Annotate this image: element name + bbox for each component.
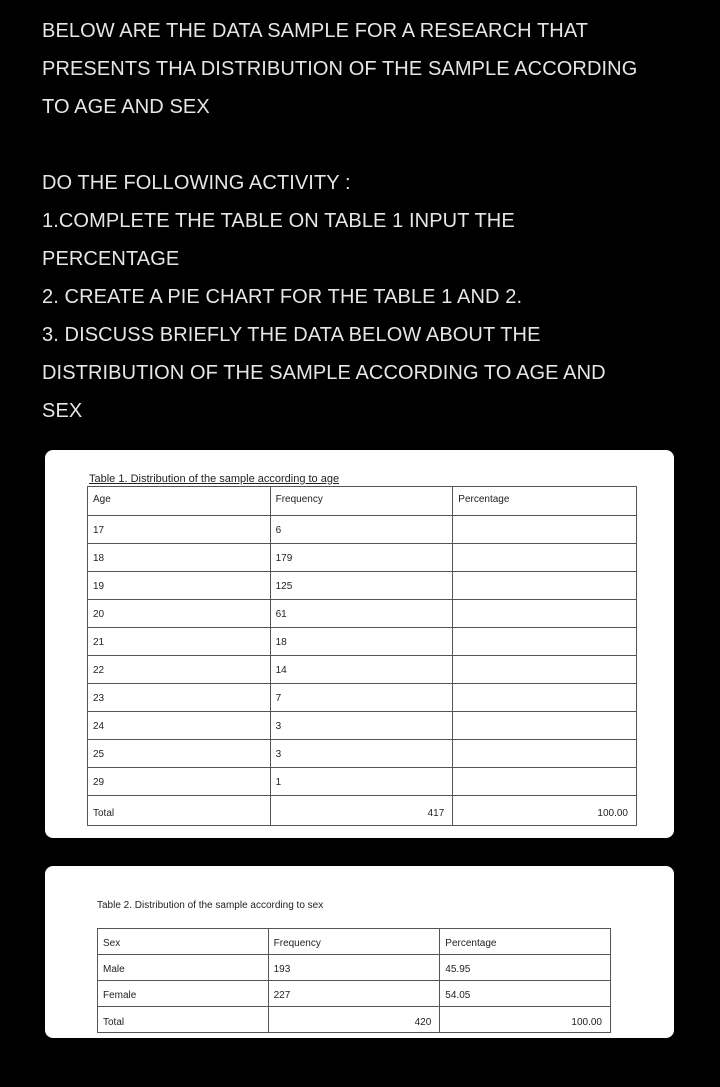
activity-line: 1.COMPLETE THE TABLE ON TABLE 1 INPUT THE bbox=[42, 210, 515, 232]
activity-line: 3. DISCUSS BRIEFLY THE DATA BELOW ABOUT THE bbox=[42, 324, 541, 346]
total-frequency: 420 bbox=[268, 1007, 440, 1033]
cell-age: 17 bbox=[88, 516, 271, 544]
cell-percentage bbox=[453, 628, 637, 656]
table-row bbox=[88, 572, 637, 600]
table-total-row bbox=[88, 796, 637, 826]
total-label: Total bbox=[88, 796, 271, 826]
header-frequency: Frequency bbox=[268, 929, 440, 955]
cell-age: 23 bbox=[88, 684, 271, 712]
total-frequency: 417 bbox=[270, 796, 453, 826]
cell-percentage bbox=[453, 740, 637, 768]
cell-age: 21 bbox=[88, 628, 271, 656]
table-row bbox=[88, 544, 637, 572]
cell-frequency: 1 bbox=[270, 768, 453, 796]
cell-age: 29 bbox=[88, 768, 271, 796]
question-line: BELOW ARE THE DATA SAMPLE FOR A RESEARCH THAT bbox=[42, 20, 589, 42]
total-percentage: 100.00 bbox=[440, 1007, 611, 1033]
cell-percentage bbox=[453, 544, 637, 572]
table-row bbox=[88, 712, 637, 740]
cell-sex: Female bbox=[98, 981, 269, 1007]
table-row bbox=[98, 955, 611, 981]
cell-frequency: 3 bbox=[270, 740, 453, 768]
sex-distribution-table bbox=[97, 928, 611, 1033]
cell-frequency: 6 bbox=[270, 516, 453, 544]
table-row bbox=[88, 740, 637, 768]
activity-line: DISTRIBUTION OF THE SAMPLE ACCORDING TO AGE AND bbox=[42, 362, 606, 384]
table-row bbox=[88, 600, 637, 628]
activity-line: DO THE FOLLOWING ACTIVITY : bbox=[42, 172, 351, 194]
cell-age: 24 bbox=[88, 712, 271, 740]
age-distribution-table bbox=[87, 486, 637, 826]
cell-percentage bbox=[453, 572, 637, 600]
activity-line: SEX bbox=[42, 400, 83, 422]
cell-percentage bbox=[453, 656, 637, 684]
cell-frequency: 125 bbox=[270, 572, 453, 600]
cell-age: 20 bbox=[88, 600, 271, 628]
cell-percentage bbox=[453, 600, 637, 628]
cell-frequency: 3 bbox=[270, 712, 453, 740]
table1-image bbox=[45, 450, 674, 838]
cell-percentage bbox=[453, 768, 637, 796]
activity-line: 2. CREATE A PIE CHART FOR THE TABLE 1 AND 2. bbox=[42, 286, 523, 308]
cell-age: 18 bbox=[88, 544, 271, 572]
cell-frequency: 179 bbox=[270, 544, 453, 572]
cell-age: 25 bbox=[88, 740, 271, 768]
header-age: Age bbox=[88, 487, 271, 516]
table-row bbox=[88, 628, 637, 656]
cell-frequency: 14 bbox=[270, 656, 453, 684]
table2-caption: Table 2. Distribution of the sample according to sex bbox=[97, 900, 324, 911]
header-percentage: Percentage bbox=[453, 487, 637, 516]
table-header-row bbox=[98, 929, 611, 955]
cell-percentage bbox=[453, 516, 637, 544]
table-header-row bbox=[88, 487, 637, 516]
table-row bbox=[98, 981, 611, 1007]
spacer bbox=[42, 126, 692, 164]
header-percentage: Percentage bbox=[440, 929, 611, 955]
total-percentage: 100.00 bbox=[453, 796, 637, 826]
table-row bbox=[88, 768, 637, 796]
cell-percentage: 45.95 bbox=[440, 955, 611, 981]
table-row bbox=[88, 684, 637, 712]
cell-percentage: 54.05 bbox=[440, 981, 611, 1007]
header-frequency: Frequency bbox=[270, 487, 453, 516]
cell-frequency: 227 bbox=[268, 981, 440, 1007]
cell-frequency: 18 bbox=[270, 628, 453, 656]
table2-image bbox=[45, 866, 674, 1038]
cell-frequency: 61 bbox=[270, 600, 453, 628]
header-sex: Sex bbox=[98, 929, 269, 955]
activity-line: PERCENTAGE bbox=[42, 248, 180, 270]
table-row bbox=[88, 656, 637, 684]
table-total-row bbox=[98, 1007, 611, 1033]
table1-caption: Table 1. Distribution of the sample according to age bbox=[89, 473, 340, 485]
question-text bbox=[42, 12, 692, 430]
cell-sex: Male bbox=[98, 955, 269, 981]
cell-percentage bbox=[453, 684, 637, 712]
cell-frequency: 7 bbox=[270, 684, 453, 712]
cell-percentage bbox=[453, 712, 637, 740]
cell-age: 22 bbox=[88, 656, 271, 684]
table-row bbox=[88, 516, 637, 544]
cell-age: 19 bbox=[88, 572, 271, 600]
question-line: PRESENTS THA DISTRIBUTION OF THE SAMPLE ACCORDING bbox=[42, 58, 638, 80]
question-line: TO AGE AND SEX bbox=[42, 96, 210, 118]
total-label: Total bbox=[98, 1007, 269, 1033]
cell-frequency: 193 bbox=[268, 955, 440, 981]
